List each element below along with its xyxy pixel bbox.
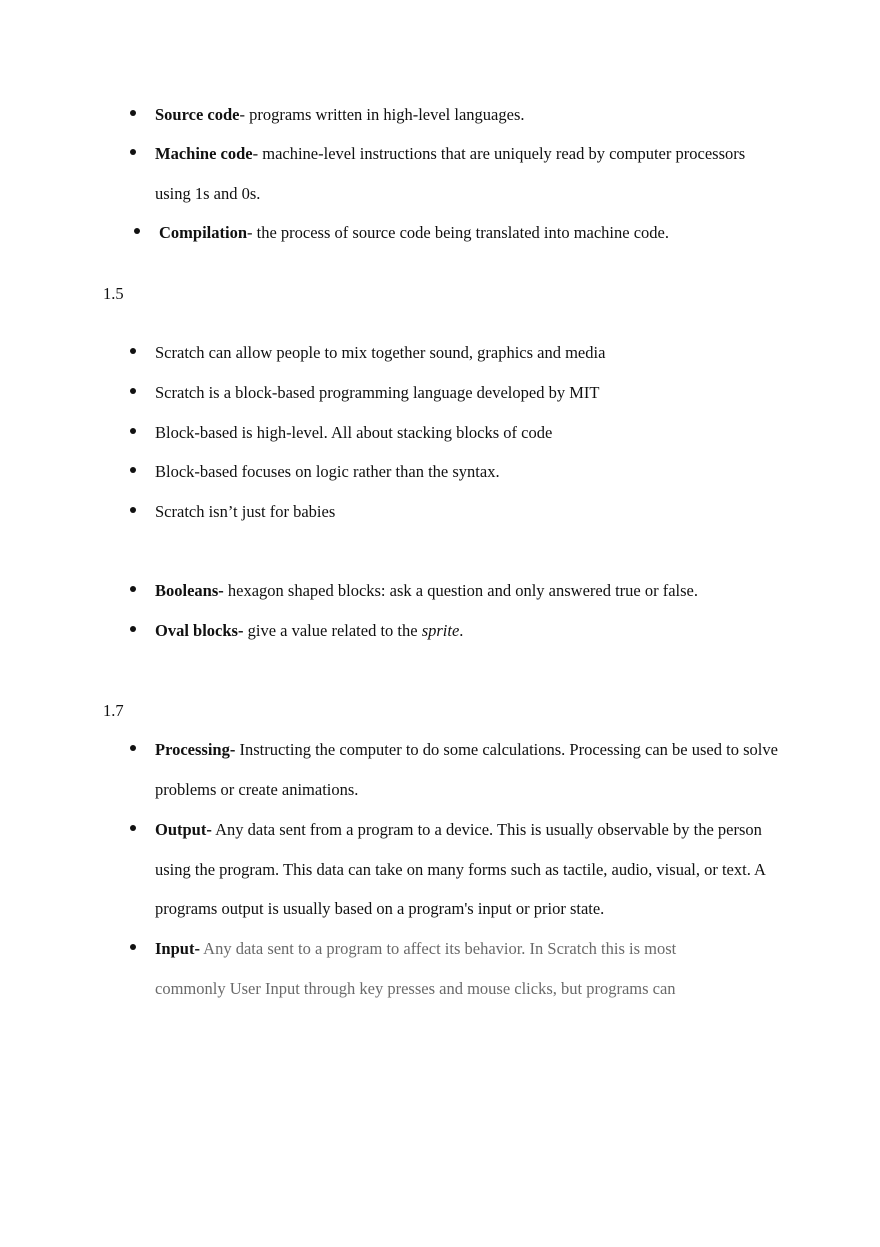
term-label: Booleans- <box>155 581 224 600</box>
definition-text: - machine-level instructions that are uniquely read by computer processors using 1s and 0s. <box>155 144 746 203</box>
list-item-compilation <box>159 213 799 253</box>
list-item: Scratch isn’t just for babies <box>155 492 795 532</box>
definition-text: - programs written in high-level languages. <box>239 105 525 124</box>
definition-text: Instructing the computer to do some calculations. Processing can be used to solve problems or create animations. <box>155 740 778 799</box>
section-number-1-5: 1.5 <box>103 284 124 303</box>
list-item-machine-code <box>155 134 780 213</box>
definition-text: Any data sent to a program to affect its behavior. In Scratch this is most commonly User Input through key presses and mouse clicks, but programs can <box>155 939 677 998</box>
term-label: Machine code <box>155 144 253 163</box>
list-item-source-code <box>155 95 795 135</box>
definition-text: - the process of source code being translated into machine code. <box>247 223 669 242</box>
list-item-processing <box>155 730 780 809</box>
definition-end: . <box>459 621 464 640</box>
section-number-1-7: 1.7 <box>103 701 124 720</box>
list-item-oval-blocks <box>155 611 795 651</box>
definition-text: give a value related to the <box>243 621 422 640</box>
italic-word: sprite <box>421 621 460 640</box>
list-item: Block-based focuses on logic rather than the syntax. <box>155 452 795 492</box>
term-label: Processing- <box>155 740 236 759</box>
list-item: Scratch is a block-based programming language developed by MIT <box>155 373 795 413</box>
term-label: Input- <box>155 939 200 958</box>
definition-text: hexagon shaped blocks: ask a question and only answered true or false. <box>223 581 699 600</box>
list-item-input <box>155 929 715 1008</box>
list-item: Block-based is high-level. All about stacking blocks of code <box>155 413 795 453</box>
term-label: Source code <box>155 105 240 124</box>
list-item-output <box>155 810 785 929</box>
list-item-booleans <box>155 571 795 611</box>
term-label: Compilation <box>159 223 248 242</box>
term-label: Output- <box>155 820 212 839</box>
list-item: Scratch can allow people to mix together sound, graphics and media <box>155 333 795 373</box>
term-label: Oval blocks- <box>155 621 244 640</box>
definition-text: Any data sent from a program to a device. This is usually observable by the person using the program. This data can take on many forms such as tactile, audio, visual, or text. A programs output is usually based on a program's input or prior state. <box>155 820 766 918</box>
